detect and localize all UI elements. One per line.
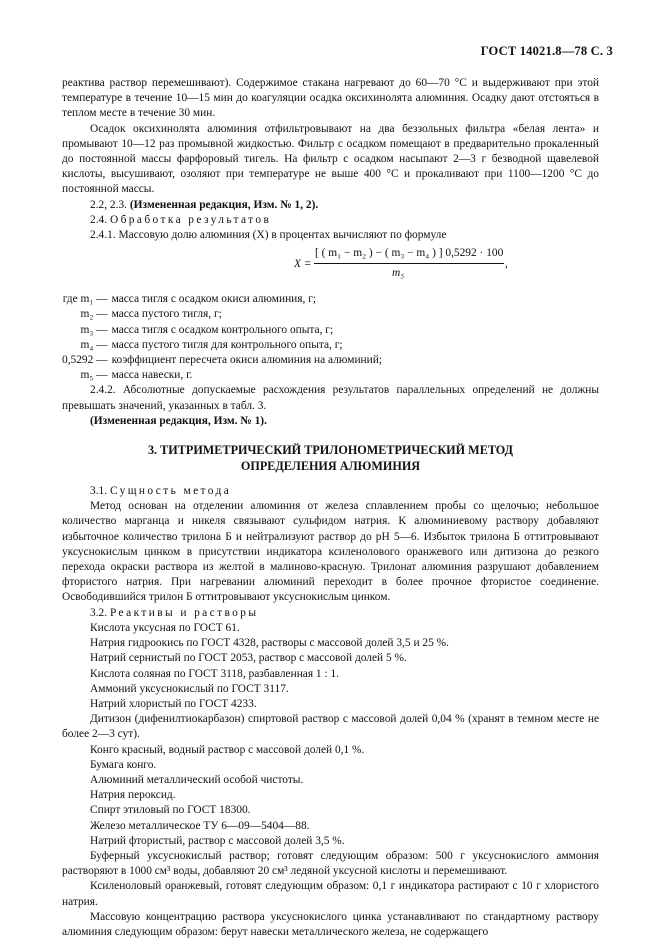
legend-text: масса тигля с осадком контрольного опыта, г;	[111, 323, 334, 336]
page-header: ГОСТ 14021.8—78 С. 3	[480, 44, 613, 58]
section-number: 3.2.	[90, 606, 108, 619]
legend-row	[62, 368, 382, 383]
paragraph-2-4-1: 2.4.1. Массовую долю алюминия (X) в процентах вычисляют по формуле	[90, 229, 447, 242]
reagent-item: Конго красный, водный раствор с массовой долей 0,1 %.	[90, 743, 365, 756]
edit-note-2-4-2: (Измененная редакция, Изм. № 1).	[90, 414, 267, 427]
legend-text: масса пустого тигля, г;	[111, 308, 222, 321]
section-2-4-heading	[62, 213, 599, 228]
legend-row	[62, 353, 382, 368]
reagent-dithizone: Дитизон (дифенилтиокарбазон) спиртовой раствор с массовой долей 0,04 % (хранят в темном месте не более 2—3 сут).	[62, 713, 599, 741]
formula-numerator: [ ( m₁ − m₂ ) − ( m₃ − m₄ ) ] 0,5292 · 100	[314, 246, 504, 264]
section-title: Сущность метода	[109, 485, 232, 498]
reagent-item: Железо металлическое ТУ 6—09—5404—88.	[90, 819, 310, 832]
reagent-item: Бумага конго.	[90, 758, 157, 771]
section-3-1-heading	[62, 484, 599, 499]
section-title: Обработка результатов	[109, 213, 272, 226]
legend-symbol: где m₁ —	[62, 293, 108, 306]
section-3-title-line-1: 3. ТИТРИМЕТРИЧЕСКИЙ ТРИЛОНОМЕТРИЧЕСКИЙ МЕТОД	[147, 443, 514, 458]
legend-symbol: 0,5292 —	[62, 354, 108, 367]
paragraph-zinc-concentration: Массовую концентрацию раствора уксуснокислого цинка устанавливают по стандартному раствору алюминия следующим образом: берут навески металлического железа, не содержащего	[62, 910, 599, 938]
legend-text: масса тигля с осадком окиси алюминия, г;	[111, 293, 317, 306]
section-3-heading	[62, 443, 599, 474]
edit-note-text: (Измененная редакция, Изм. № 1, 2).	[129, 198, 319, 211]
legend-symbol: m₄ —	[80, 338, 108, 351]
reagent-item: Натрий хлористый по ГОСТ 4233.	[90, 697, 257, 710]
legend-symbol: m₃ —	[80, 323, 108, 336]
paragraph-2-4-2: 2.4.2. Абсолютные допускаемые расхождения результатов параллельных определений не должны превышать значений, указанных в табл. 3.	[62, 384, 599, 412]
paragraph-filtration: Осадок оксихинолята алюминия отфильтровывают на два беззольных фильтра «белая лента» и промывают 10—12 раз промывной жидкостью. Фильтр с осадком помещают в предварительно прокаленный до постоянной массы фарфоровый тигель. На фильтр с осадком насыпают 2—3 г безводной щавелевой кислоты, высушивают, озоляют при температуре не выше 400 °С и прокаливают при 1100—1200 °С до постоянной массы.	[62, 122, 599, 196]
reagent-item: Кислота уксусная по ГОСТ 61.	[90, 621, 240, 634]
legend-row	[62, 307, 382, 322]
formula-legend	[62, 292, 382, 383]
paragraph-buffer-solution: Буферный уксуснокислый раствор; готовят следующим образом: 500 г уксуснокислого аммония растворяют в 1000 см³ воды, добавляют 20 см³ ледяной уксусной кислоты и перемешивают.	[62, 849, 599, 878]
paragraph-method-essence: Метод основан на отделении алюминия от железа сплавлением пробы со щелочью; небольшое количество марганца и никеля связывают сульфидом натрия. К алюминиевому раствору добавляют избыточное количество трилона Б и нейтрализуют раствор до рН 5—6. Избыток трилона Б оттитровывают уксуснокислым цинком в присутствии индикатора ксиленолового оранжевого или дитизона до резкого перехода окраски раствора из желтой в малиново-красную. Трилонат алюминия разрушают добавлением фтористого натрия. При нагревании алюминий переходит в более прочное фтористое соединение. Освободившийся трилон Б оттитровывают уксуснокислым цинком.	[62, 500, 599, 604]
paragraph-continued: реактива раствор перемешивают). Содержимое стакана нагревают до 60—70 °С и выдерживают при этой температуре в течение 10—15 мин до коагуляции осадка оксихинолята алюминия. Осадку дают отстояться в теплом месте в течение 30 мин.	[62, 77, 599, 120]
section-3-2-heading	[62, 606, 599, 621]
reagent-item: Аммоний уксуснокислый по ГОСТ 3117.	[90, 682, 289, 695]
formula-lhs: X =	[294, 258, 312, 271]
legend-row	[62, 338, 382, 353]
formula-aluminium	[62, 246, 599, 288]
paragraph-xylenol-orange: Ксиленоловый оранжевый, готовят следующим образом: 0,1 г индикатора растирают с 10 г хлористого натрия.	[62, 880, 599, 908]
reagent-item: Алюминий металлический особой чистоты.	[90, 773, 304, 786]
legend-text: масса пустого тигля для контрольного опыта, г;	[111, 338, 343, 351]
legend-symbol: m₂ —	[80, 308, 108, 321]
reagent-item: Натрий сернистый по ГОСТ 2053, раствор с массовой долей 5 %.	[90, 652, 407, 665]
formula-comma: ,	[505, 258, 508, 271]
formula-denominator: m₅	[392, 267, 405, 280]
section-3-title-line-2: ОПРЕДЕЛЕНИЯ АЛЮМИНИЯ	[240, 458, 421, 473]
legend-row	[62, 323, 382, 338]
reagent-item: Натрия пероксид.	[90, 789, 176, 802]
legend-symbol: m₅ —	[80, 369, 108, 382]
page-content	[62, 76, 599, 940]
legend-text: коэффициент пересчета окиси алюминия на алюминий;	[111, 354, 383, 367]
reagent-item: Натрия гидроокись по ГОСТ 4328, растворы с массовой долей 3,5 и 25 %.	[90, 637, 449, 650]
section-title: Реактивы и растворы	[109, 606, 259, 619]
reagent-item: Натрий фтористый, раствор с массовой долей 3,5 %.	[90, 834, 345, 847]
reagent-item: Кислота соляная по ГОСТ 3118, разбавленная 1 : 1.	[90, 667, 340, 680]
section-number: 3.1.	[90, 485, 108, 498]
legend-row	[62, 292, 382, 307]
edit-note-prefix: 2.2, 2.3.	[90, 198, 128, 211]
edit-note-2-2	[62, 198, 599, 213]
reagent-item: Спирт этиловый по ГОСТ 18300.	[90, 804, 251, 817]
legend-text: масса навески, г.	[111, 369, 193, 382]
section-number: 2.4.	[90, 213, 108, 226]
